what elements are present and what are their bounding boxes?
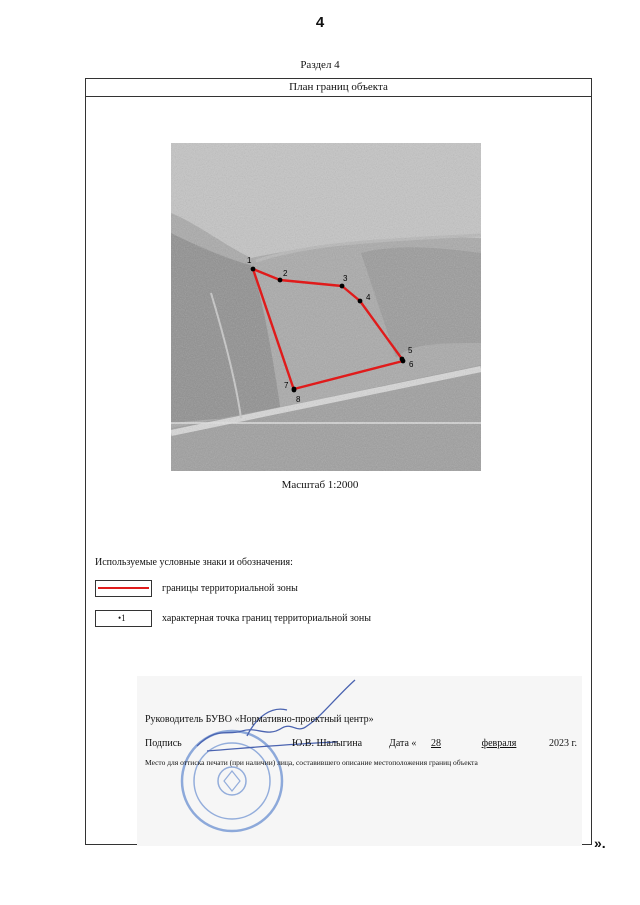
red-line-icon <box>98 587 149 589</box>
boundary-point-label-1: 1 <box>247 256 252 265</box>
boundary-point-label-4: 4 <box>366 293 371 302</box>
scale-label: Масштаб 1:2000 <box>281 479 359 491</box>
legend-point-label: характерная точка границ территориальной зоны <box>162 613 371 624</box>
closing-mark: ». <box>594 835 606 851</box>
date-label: Дата « <box>389 738 417 749</box>
boundary-point-2 <box>278 278 283 283</box>
boundary-point-label-6: 6 <box>409 360 414 369</box>
stamp-note: Место для оттиска печати (при наличии) лица, составившего описание местоположения границ объекта <box>145 758 478 767</box>
boundary-point-label-2: 2 <box>283 269 288 278</box>
boundary-point-6 <box>401 359 406 364</box>
page-number: 4 <box>315 14 325 31</box>
sign-label: Подпись <box>145 738 182 749</box>
boundary-point-4 <box>358 299 363 304</box>
boundary-point-1 <box>251 267 256 272</box>
boundary-point-label-3: 3 <box>343 274 348 283</box>
boundary-point-8 <box>292 388 297 393</box>
legend-line-swatch <box>95 580 152 597</box>
section-label: Раздел 4 <box>300 59 340 71</box>
legend-point-swatch: •1 <box>95 610 152 627</box>
boundary-point-label-8: 8 <box>296 395 301 404</box>
legend-line-label: границы территориальной зоны <box>162 583 298 594</box>
date-year: 2023 г. <box>549 738 577 749</box>
page-title: План границ объекта <box>86 79 591 97</box>
signer-position: Руководитель БУВО «Нормативно-проектный центр» <box>145 714 374 725</box>
legend-heading: Используемые условные знаки и обозначения: <box>95 557 293 568</box>
aerial-map <box>171 143 481 471</box>
date-day: 28 <box>431 738 441 749</box>
signature-area <box>137 676 582 846</box>
boundary-point-label-7: 7 <box>284 381 289 390</box>
boundary-point-label-5: 5 <box>408 346 413 355</box>
date-month: февраля <box>481 738 517 749</box>
signer-name: Ю.В. Шалыгина <box>292 738 363 749</box>
boundary-point-3 <box>340 284 345 289</box>
texture <box>171 143 481 471</box>
